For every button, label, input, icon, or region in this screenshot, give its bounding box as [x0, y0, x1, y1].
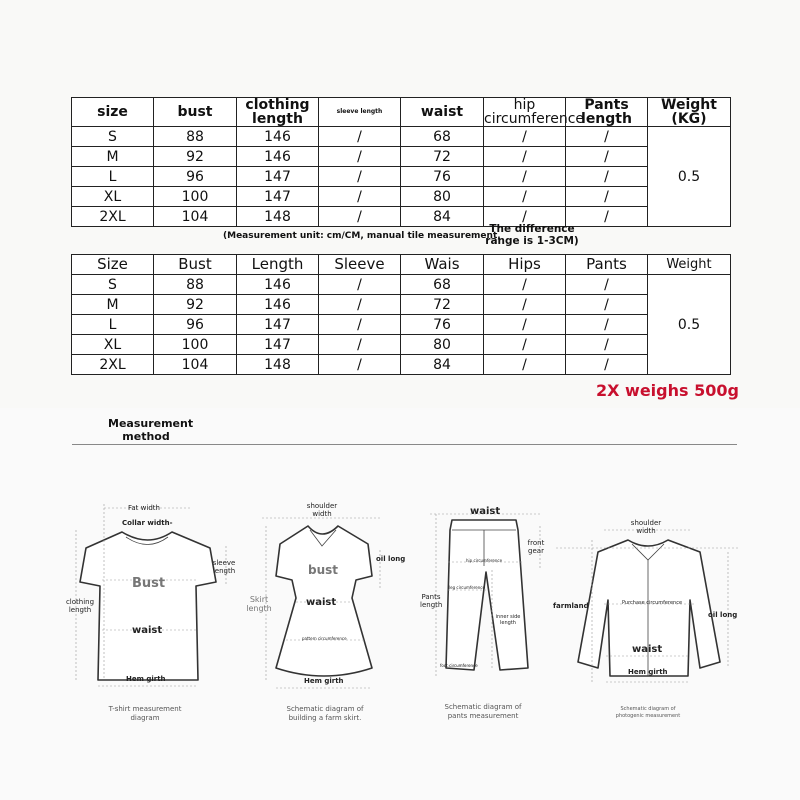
cell-pants: / [566, 127, 648, 147]
label-shoulder-width: shoulder width [630, 519, 662, 535]
header-sleeve-length: sleeve length [319, 98, 401, 127]
cell-sleeve: / [319, 167, 401, 187]
cell-waist: 80 [401, 335, 484, 355]
cell-pants: / [566, 295, 648, 315]
cell-length: 148 [237, 355, 319, 375]
table-row [72, 187, 731, 207]
label-shoulder-width: shoulder width [306, 502, 338, 518]
label-hem-girth: Hem girth [304, 677, 344, 685]
cell-sleeve: / [319, 207, 401, 227]
table-header-row [72, 255, 731, 275]
label-hem-girth: Hem girth [628, 668, 668, 676]
cell-waist: 72 [401, 147, 484, 167]
header-weight: Weight (KG) [648, 98, 731, 127]
garment-diagrams [0, 490, 800, 730]
cell-size: 2XL [72, 355, 154, 375]
header-bust: bust [154, 98, 237, 127]
label-waist: waist [470, 506, 501, 517]
weight-note: 2X weighs 500g [596, 381, 739, 400]
cell-bust: 100 [154, 187, 237, 207]
cell-bust: 92 [154, 295, 237, 315]
cell-hip: / [484, 295, 566, 315]
label-skirt-length: Skirt length [246, 595, 272, 613]
table-header-row [72, 98, 731, 127]
size-table-detailed [71, 97, 731, 227]
table-row [72, 167, 731, 187]
table-row [72, 355, 731, 375]
cell-weight: 0.5 [648, 275, 731, 375]
label-hem-girth: Hem girth [126, 675, 166, 683]
header-sleeve: Sleeve [319, 255, 401, 275]
cell-waist: 76 [401, 167, 484, 187]
caption-skirt: Schematic diagram of building a farm skirt. [286, 705, 364, 723]
label-waist: waist [132, 625, 163, 636]
header-clothing-length: clothing length [237, 98, 319, 127]
cell-pants: / [566, 207, 648, 227]
cell-length: 146 [237, 295, 319, 315]
header-hips: Hips [484, 255, 566, 275]
cell-length: 147 [237, 335, 319, 355]
label-hip-circumference: hip circumference [466, 558, 503, 563]
cell-sleeve: / [319, 275, 401, 295]
header-bust: Bust [154, 255, 237, 275]
label-leg-circumference: leg circumference [449, 585, 485, 590]
cell-pants: / [566, 355, 648, 375]
cell-sleeve: / [319, 355, 401, 375]
cell-size: XL [72, 187, 154, 207]
cell-waist: 84 [401, 207, 484, 227]
label-bust: Bust [132, 576, 166, 591]
cell-bust: 88 [154, 127, 237, 147]
cell-size: M [72, 295, 154, 315]
label-pattern-circumference: pattern circumference [302, 636, 347, 641]
cell-waist: 76 [401, 315, 484, 335]
header-hip: hip circumference [484, 97, 585, 127]
cell-sleeve: / [319, 187, 401, 207]
label-collar-width: Collar width- [122, 519, 173, 527]
label-clothing-length: clothing length [65, 598, 95, 614]
cell-hip: / [484, 275, 566, 295]
label-waist: waist [632, 644, 663, 655]
measurement-unit-note: (Measurement unit: cm/CM, manual tile measurement, [223, 231, 501, 241]
cell-waist: 68 [401, 275, 484, 295]
cell-sleeve: / [319, 315, 401, 335]
header-length: Length [237, 255, 319, 275]
cell-hip: / [484, 167, 566, 187]
header-waist: waist [401, 98, 484, 127]
cell-hip: / [484, 355, 566, 375]
cell-pants: / [566, 147, 648, 167]
tshirt-outline [80, 532, 216, 680]
cell-size: XL [72, 335, 154, 355]
label-bust: bust [308, 563, 339, 577]
header-pants: Pants [566, 255, 648, 275]
label-oil-long: oil long [708, 611, 738, 619]
header-weight: Weight [648, 255, 731, 275]
table-row [72, 207, 731, 227]
label-farmland: farmland [553, 602, 589, 610]
pants-outline [446, 520, 528, 670]
table-row [72, 335, 731, 355]
cell-hip: / [484, 147, 566, 167]
cell-bust: 104 [154, 207, 237, 227]
cell-bust: 96 [154, 315, 237, 335]
cell-waist: 72 [401, 295, 484, 315]
cell-pants: / [566, 335, 648, 355]
cell-length: 147 [237, 167, 319, 187]
cell-bust: 100 [154, 335, 237, 355]
caption-tshirt: T-shirt measurement diagram [108, 705, 182, 723]
cell-size: L [72, 167, 154, 187]
cell-bust: 104 [154, 355, 237, 375]
cell-bust: 92 [154, 147, 237, 167]
cell-pants: / [566, 275, 648, 295]
label-sleeve-length: sleeve length [212, 559, 236, 575]
table-row [72, 147, 731, 167]
cell-hip: / [484, 127, 566, 147]
header-waist: Wais [401, 255, 484, 275]
label-purchase-circumference: Purchase circumference [622, 600, 683, 606]
label-oil-long: oil long [376, 555, 406, 563]
cell-length: 147 [237, 187, 319, 207]
label-inner-side-length: inner side length [495, 614, 521, 626]
cell-length: 146 [237, 275, 319, 295]
cell-length: 146 [237, 127, 319, 147]
cell-size: 2XL [72, 207, 154, 227]
cell-bust: 88 [154, 275, 237, 295]
header-size: size [72, 98, 154, 127]
cell-hip: / [484, 335, 566, 355]
cell-sleeve: / [319, 127, 401, 147]
label-foot-circumference: foot circumference [440, 663, 478, 668]
cell-bust: 96 [154, 167, 237, 187]
cell-sleeve: / [319, 147, 401, 167]
cell-pants: / [566, 167, 648, 187]
cell-length: 148 [237, 207, 319, 227]
header-size: Size [72, 255, 154, 275]
caption-pants: Schematic diagram of pants measurement [444, 703, 522, 721]
cell-waist: 68 [401, 127, 484, 147]
table-row [72, 295, 731, 315]
cell-hip: / [484, 315, 566, 335]
header-pants-length: Pants length [566, 98, 648, 127]
cell-length: 147 [237, 315, 319, 335]
cell-length: 146 [237, 147, 319, 167]
cell-waist: 80 [401, 187, 484, 207]
table-row [72, 315, 731, 335]
table-row [72, 127, 731, 147]
cell-weight: 0.5 [648, 127, 731, 227]
cell-hip: / [484, 207, 566, 227]
cell-size: L [72, 315, 154, 335]
measurement-method-title: Measurement method [108, 417, 194, 444]
table-row [72, 275, 731, 295]
size-table-simple [71, 254, 731, 375]
cell-pants: / [566, 187, 648, 207]
label-waist: waist [306, 597, 337, 608]
shirt-outline [578, 540, 720, 676]
label-front-gear: front gear [527, 539, 545, 555]
cell-size: M [72, 147, 154, 167]
cell-waist: 84 [401, 355, 484, 375]
cell-size: S [72, 127, 154, 147]
label-pants-length: Pants length [420, 593, 443, 609]
cell-pants: / [566, 315, 648, 335]
difference-range-note: The difference range is 1-3CM) [485, 223, 579, 247]
divider [72, 444, 737, 445]
label-fat-width: Fat width [128, 504, 160, 512]
cell-sleeve: / [319, 295, 401, 315]
cell-size: S [72, 275, 154, 295]
cell-hip: / [484, 187, 566, 207]
caption-shirt: Schematic diagram of photogenic measurement [615, 706, 681, 719]
cell-sleeve: / [319, 335, 401, 355]
